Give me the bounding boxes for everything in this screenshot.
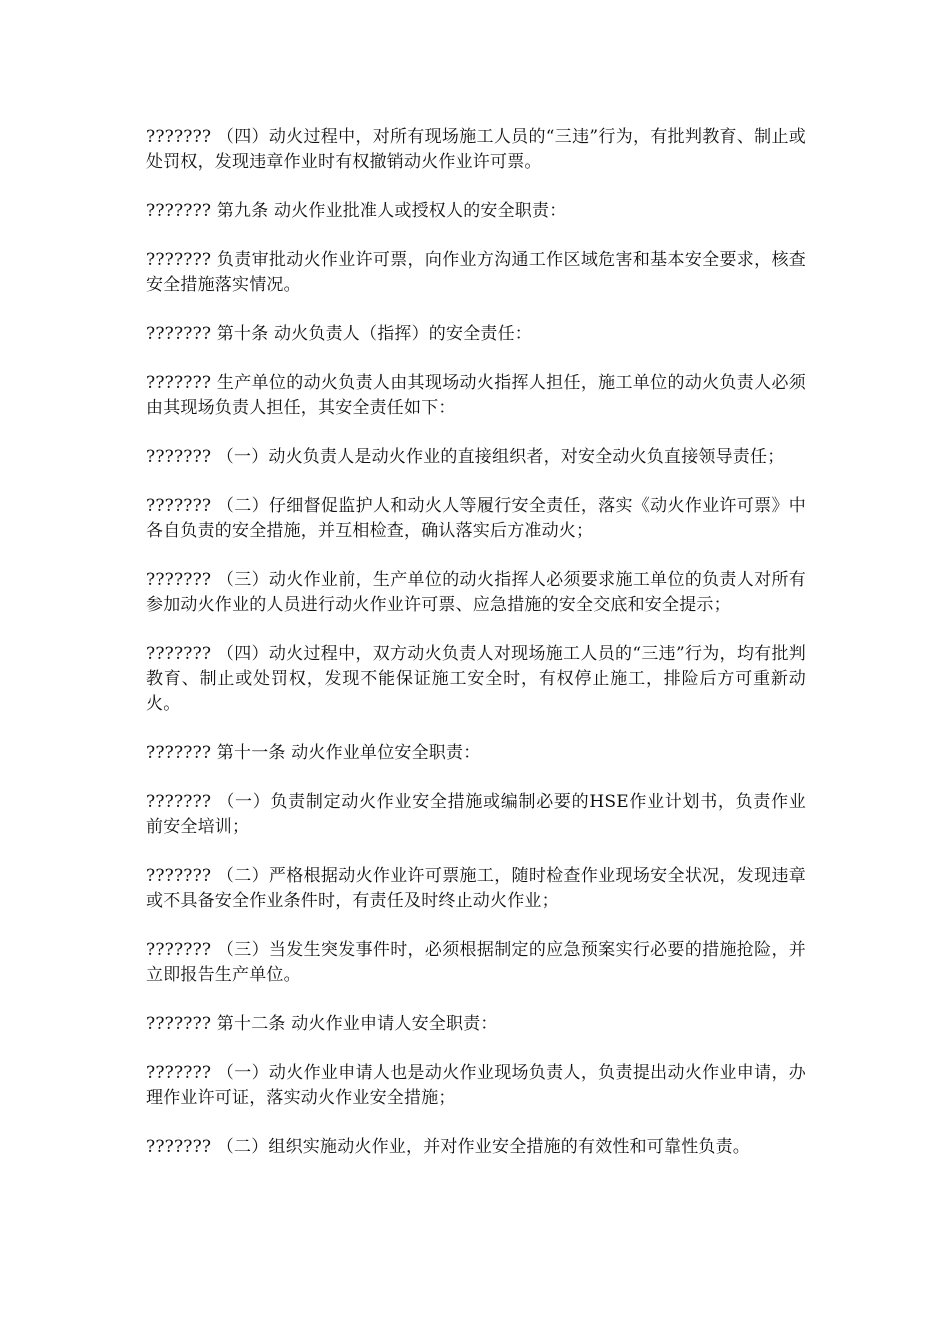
paragraph-13: ??????? （三）当发生突发事件时，必须根据制定的应急预案实行必要的措施抢险，并立即报告生产单位。 [146, 940, 806, 985]
document-page [146, 125, 806, 1184]
paragraph-8: ??????? （三）动火作业前，生产单位的动火指挥人必须要求施工单位的负责人对所有参加动火作业的人员进行动火作业许可票、应急措施的安全交底和安全提示； [146, 570, 806, 615]
paragraph-9: ??????? （四）动火过程中，双方动火负责人对现场施工人员的“三违”行为，均有批判教育、制止或处罚权，发现不能保证施工安全时，有权停止施工，排险后方可重新动火。 [146, 644, 806, 714]
paragraph-7: ??????? （二）仔细督促监护人和动火人等履行安全责任，落实《动火作业许可票》中各自负责的安全措施，并互相检查，确认落实后方准动火； [146, 496, 806, 541]
paragraph-4: ??????? 第十条 动火负责人（指挥）的安全责任： [146, 324, 533, 344]
paragraph-10: ??????? 第十一条 动火作业单位安全职责： [146, 743, 481, 763]
paragraph-12: ??????? （二）严格根据动火作业许可票施工，随时检查作业现场安全状况，发现违章或不具备安全作业条件时，有责任及时终止动火作业； [146, 866, 806, 911]
paragraph-11: ??????? （一）负责制定动火作业安全措施或编制必要的HSE作业计划书，负责作业前安全培训； [146, 792, 806, 837]
paragraph-1: ??????? （四）动火过程中，对所有现场施工人员的“三违”行为，有批判教育、制止或处罚权，发现违章作业时有权撤销动火作业许可票。 [146, 127, 806, 172]
paragraph-3: ??????? 负责审批动火作业许可票，向作业方沟通工作区域危害和基本安全要求，核查安全措施落实情况。 [146, 250, 806, 295]
paragraph-5: ??????? 生产单位的动火负责人由其现场动火指挥人担任，施工单位的动火负责人必须由其现场负责人担任，其安全责任如下： [146, 373, 806, 418]
paragraph-15: ??????? （一）动火作业申请人也是动火作业现场负责人，负责提出动火作业申请，办理作业许可证，落实动火作业安全措施； [146, 1063, 806, 1108]
paragraph-16: ??????? （二）组织实施动火作业，并对作业安全措施的有效性和可靠性负责。 [146, 1137, 751, 1157]
paragraph-2: ??????? 第九条 动火作业批准人或授权人的安全职责： [146, 201, 567, 221]
paragraph-14: ??????? 第十二条 动火作业申请人安全职责： [146, 1014, 498, 1034]
paragraph-6: ??????? （一）动火负责人是动火作业的直接组织者，对安全动火负直接领导责任； [146, 447, 785, 467]
